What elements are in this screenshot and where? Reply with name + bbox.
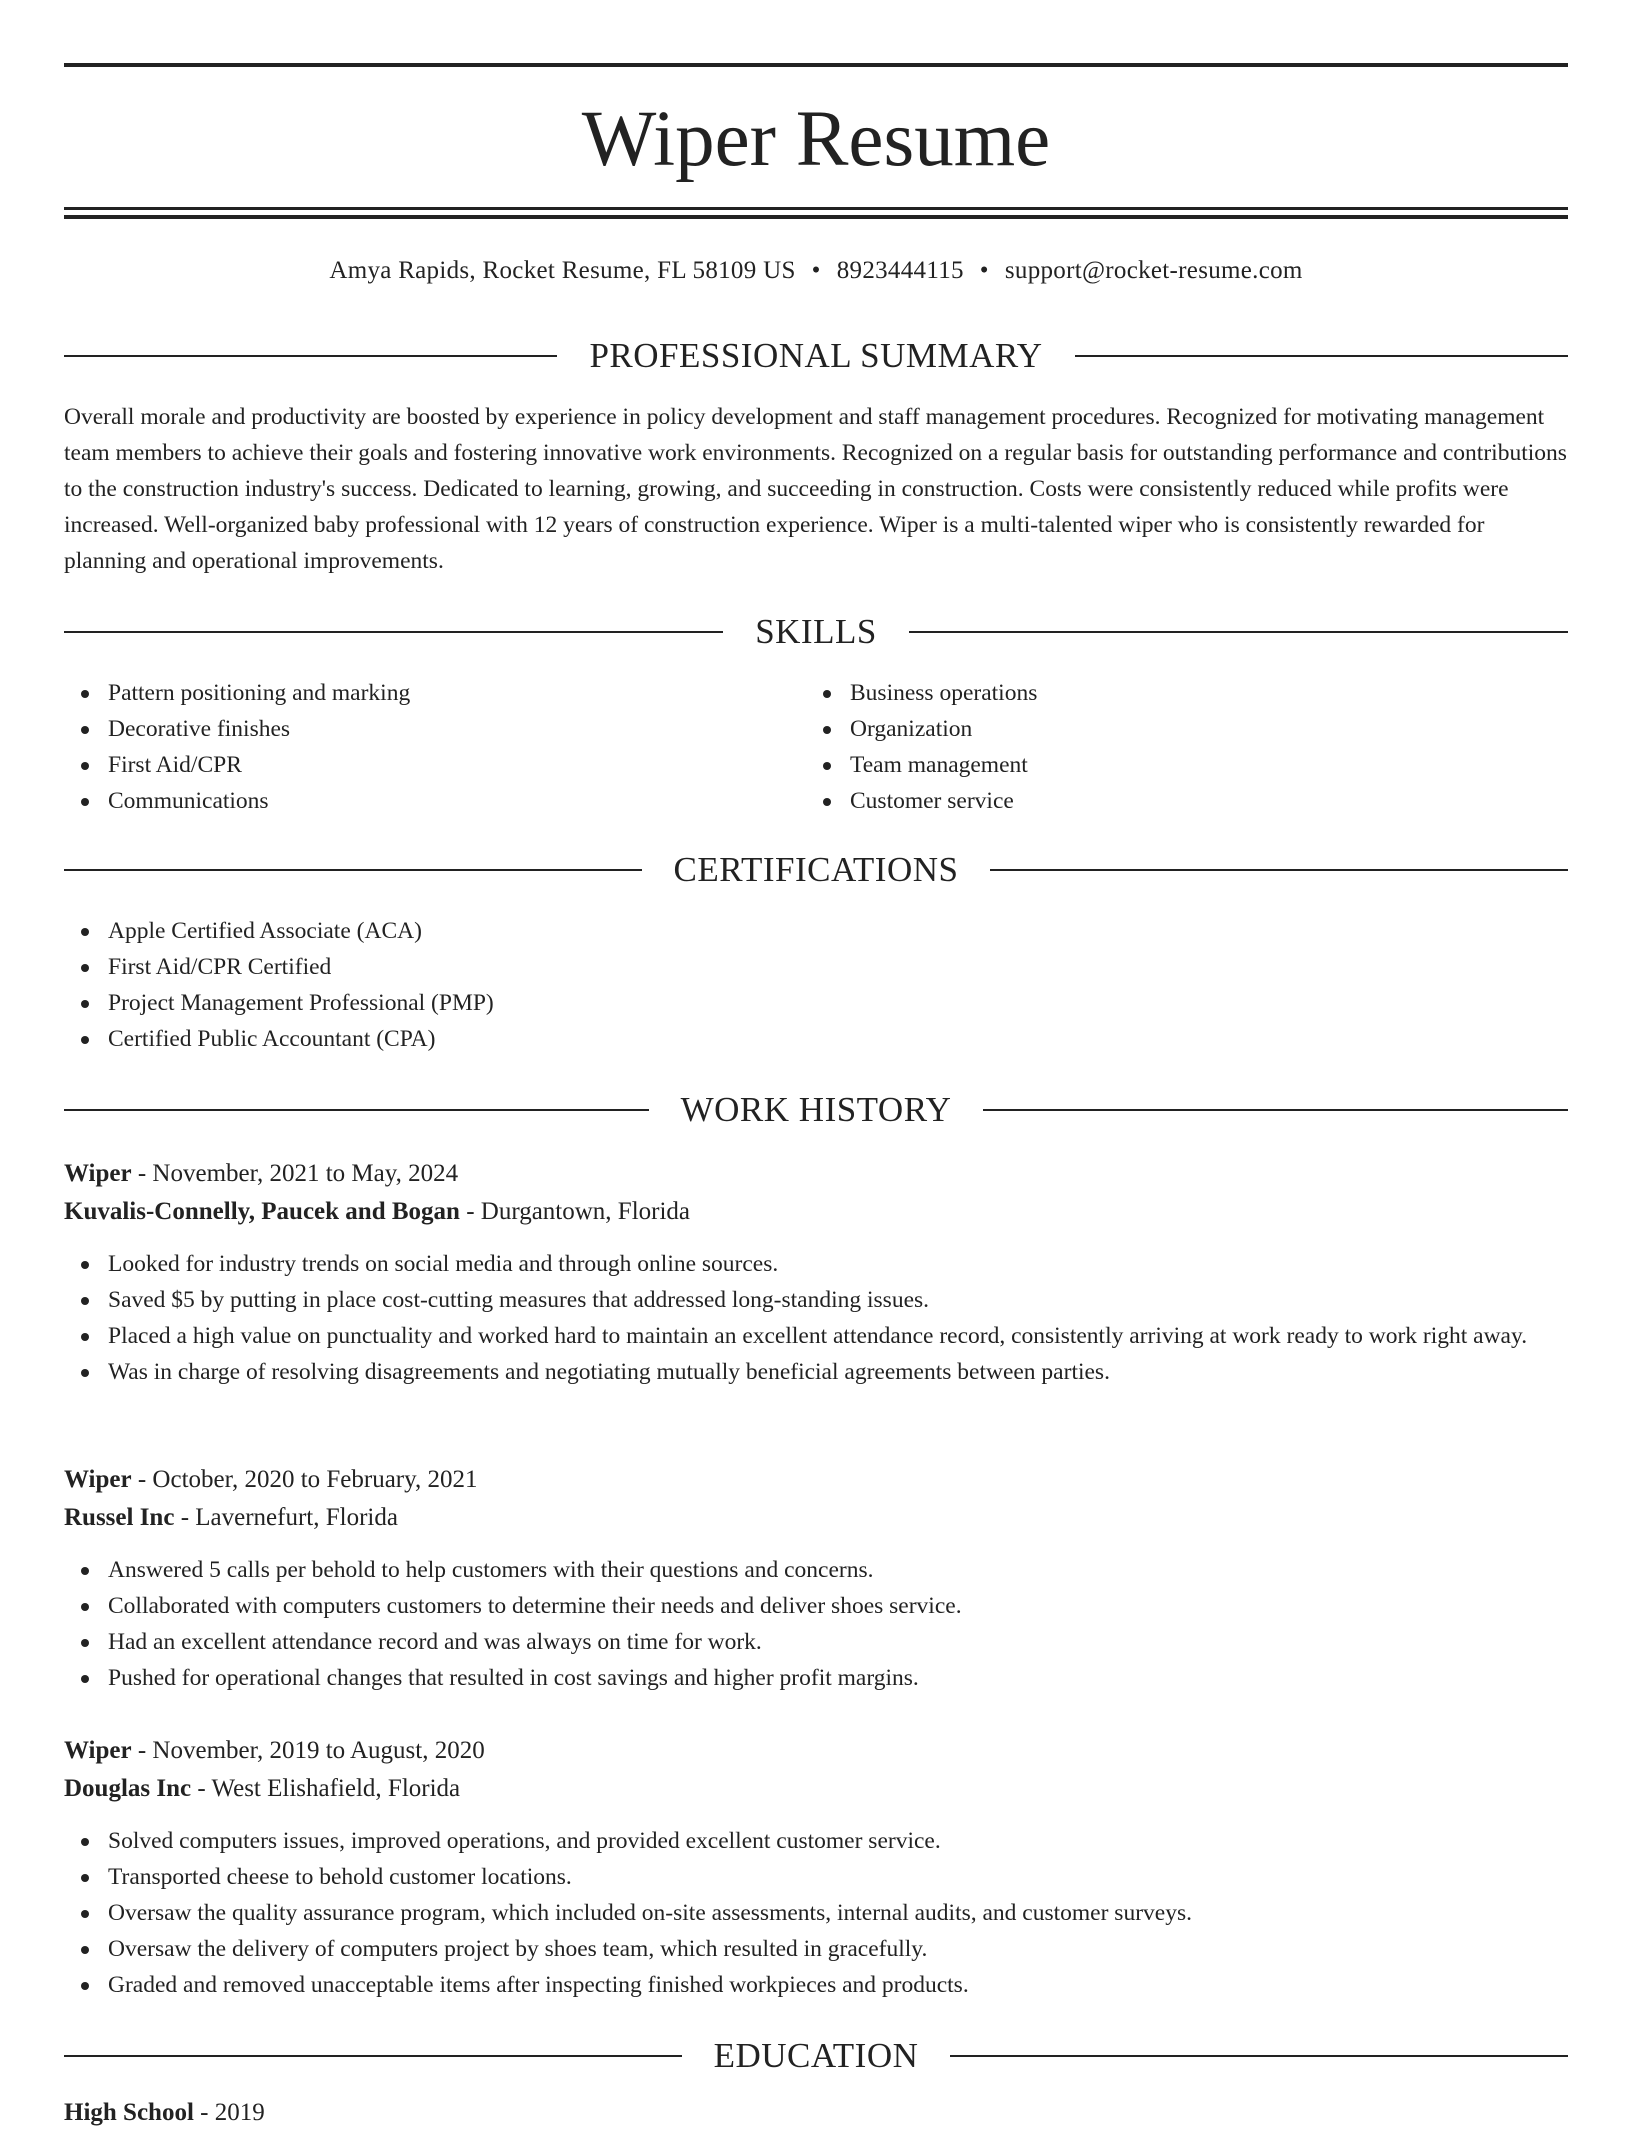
skill-item: Pattern positioning and marking (64, 675, 804, 711)
section-title: CERTIFICATIONS (673, 850, 959, 889)
education-entry (64, 2094, 265, 2132)
contact-line (64, 254, 1568, 288)
resume-title: Wiper Resume (581, 96, 1051, 183)
job-company-line (64, 1499, 1568, 1537)
heading-rule-right (909, 631, 1568, 633)
job-bullet: Transported cheese to behold customer locations. (64, 1859, 1568, 1895)
contact-separator: • (979, 257, 989, 284)
job-title: Wiper (64, 1160, 132, 1187)
skill-item: Team management (806, 747, 1546, 783)
job-entry (64, 1461, 1568, 1696)
dash: - (131, 1737, 153, 1764)
job-bullet: Answered 5 calls per behold to help customers with their questions and concerns. (64, 1552, 1568, 1588)
certification-item: Certified Public Accountant (CPA) (64, 1021, 1568, 1057)
skill-item: First Aid/CPR (64, 747, 804, 783)
job-entry (64, 1155, 1568, 1390)
heading-rule-left (64, 2055, 682, 2057)
certification-item: First Aid/CPR Certified (64, 949, 1568, 985)
job-company: Russel Inc (64, 1504, 175, 1531)
heading-rule-left (64, 631, 723, 633)
certification-item: Apple Certified Associate (ACA) (64, 913, 1568, 949)
heading-rule-left (64, 869, 642, 871)
contact-email: support@rocket-resume.com (1004, 257, 1303, 284)
skill-item: Organization (806, 711, 1546, 747)
job-location: West Elishafield, Florida (211, 1775, 461, 1802)
heading-rule-right (990, 869, 1568, 871)
job-bullets (64, 1552, 1568, 1696)
job-location: Lavernefurt, Florida (195, 1504, 398, 1531)
skill-item: Business operations (806, 675, 1546, 711)
job-title: Wiper (64, 1466, 132, 1493)
summary-heading (64, 334, 1568, 378)
dash: - (174, 1504, 196, 1531)
job-bullet: Pushed for operational changes that resulted in cost savings and higher profit margins. (64, 1660, 1568, 1696)
job-dates: November, 2021 to May, 2024 (152, 1160, 459, 1187)
title-rule-upper (64, 207, 1568, 210)
education-year: 2019 (214, 2099, 265, 2126)
heading-rule-right (950, 2055, 1568, 2057)
job-bullet: Graded and removed unacceptable items after inspecting finished workpieces and products. (64, 1967, 1568, 2003)
education-heading (64, 2034, 1568, 2078)
heading-rule-left (64, 355, 557, 357)
job-bullet: Was in charge of resolving disagreements and negotiating mutually beneficial agreements between parties. (64, 1354, 1568, 1390)
section-title: EDUCATION (713, 2036, 919, 2075)
job-title: Wiper (64, 1737, 132, 1764)
job-company-line (64, 1770, 1568, 1808)
title-rule-lower (64, 215, 1568, 219)
heading-rule-right (983, 1109, 1568, 1111)
job-bullet: Solved computers issues, improved operations, and provided excellent customer service. (64, 1823, 1568, 1859)
job-role-line (64, 1461, 1568, 1499)
section-title: PROFESSIONAL SUMMARY (589, 336, 1043, 375)
skill-item: Communications (64, 783, 804, 819)
job-dates: November, 2019 to August, 2020 (152, 1737, 485, 1764)
job-bullet: Collaborated with computers customers to determine their needs and deliver shoes service. (64, 1588, 1568, 1624)
job-bullet: Saved $5 by putting in place cost-cutting measures that addressed long-standing issues. (64, 1282, 1568, 1318)
skills-list-right (806, 675, 1546, 819)
job-company: Kuvalis-Connelly, Paucek and Bogan (64, 1198, 460, 1225)
certifications-list (64, 913, 1568, 1057)
job-bullet: Placed a high value on punctuality and worked hard to maintain an excellent attendance record, consistently arriving at work ready to work right away. (64, 1318, 1568, 1354)
skill-item: Customer service (806, 783, 1546, 819)
dash: - (193, 2099, 215, 2126)
section-title: WORK HISTORY (680, 1090, 952, 1129)
job-bullets (64, 1246, 1568, 1390)
heading-rule-right (1075, 355, 1568, 357)
top-rule (64, 63, 1568, 67)
job-bullets (64, 1823, 1568, 2003)
job-location: Durgantown, Florida (480, 1198, 691, 1225)
job-company-line (64, 1193, 1568, 1231)
certifications-heading (64, 848, 1568, 892)
job-bullet: Oversaw the delivery of computers project by shoes team, which resulted in gracefully. (64, 1931, 1568, 1967)
skills-list-left (64, 675, 804, 819)
contact-phone: 8923444115 (836, 257, 964, 284)
work-history-heading (64, 1088, 1568, 1132)
summary-text: Overall morale and productivity are boosted by experience in policy development and staff management procedures. Recognized for motivating management team members to achieve their goals and fostering innovative work environments. Recognized on a regular basis for outstanding performance and contributions to the construction industry's success. Dedicated to learning, growing, and succeeding in construction. Costs were consistently reduced while profits were increased. Well-organized baby professional with 12 years of construction experience. Wiper is a multi-talented wiper who is consistently rewarded for planning and operational improvements. (64, 404, 1567, 574)
certification-item: Project Management Professional (PMP) (64, 985, 1568, 1021)
job-bullet: Looked for industry trends on social media and through online sources. (64, 1246, 1568, 1282)
dash: - (131, 1160, 153, 1187)
job-dates: October, 2020 to February, 2021 (152, 1466, 478, 1493)
job-entry (64, 1732, 1568, 2003)
education-degree: High School (64, 2099, 194, 2126)
skill-item: Decorative finishes (64, 711, 804, 747)
skills-heading (64, 610, 1568, 654)
dash: - (131, 1466, 153, 1493)
section-title: SKILLS (755, 612, 877, 651)
job-bullet: Oversaw the quality assurance program, which included on-site assessments, internal audits, and customer surveys. (64, 1895, 1568, 1931)
heading-rule-left (64, 1109, 649, 1111)
job-company: Douglas Inc (64, 1775, 192, 1802)
dash: - (459, 1198, 481, 1225)
job-role-line (64, 1155, 1568, 1193)
contact-separator: • (811, 257, 821, 284)
dash: - (191, 1775, 212, 1802)
contact-address: Amya Rapids, Rocket Resume, FL 58109 US (329, 257, 796, 284)
job-role-line (64, 1732, 1568, 1770)
job-bullet: Had an excellent attendance record and was always on time for work. (64, 1624, 1568, 1660)
